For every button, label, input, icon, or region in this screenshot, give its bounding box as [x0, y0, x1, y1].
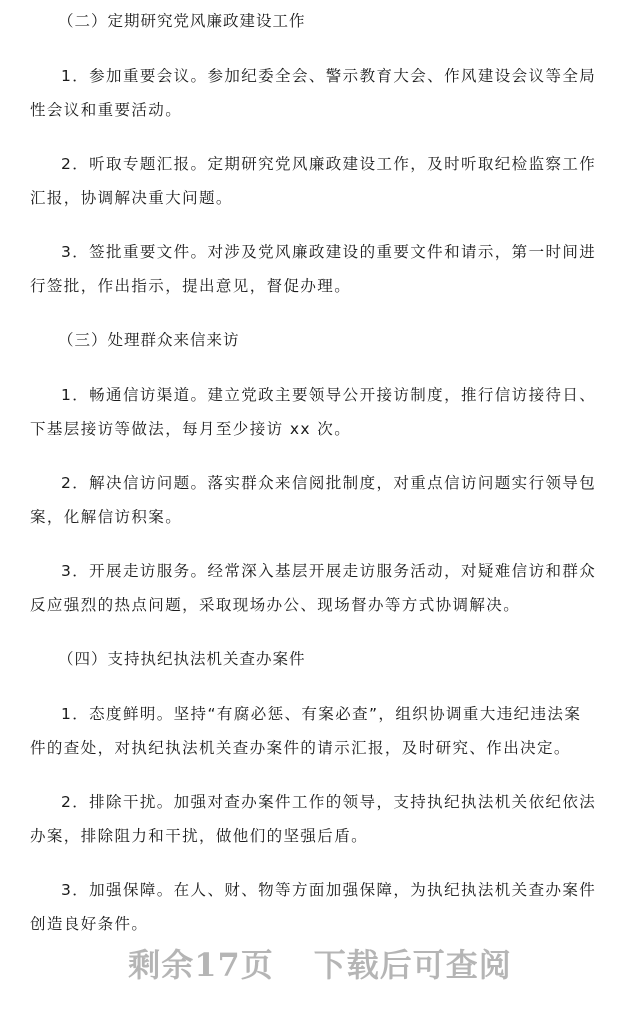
paragraph-line: 1．参加重要会议。参加纪委全会、警示教育大会、作风建设会议等全局 — [61, 67, 597, 85]
paragraph-line: 性会议和重要活动。 — [30, 101, 183, 119]
paragraph — [30, 63, 610, 123]
paragraph — [30, 877, 610, 937]
paragraph-line: 件的查处，对执纪执法机关查办案件的请示汇报，及时研究、作出决定。 — [30, 739, 571, 757]
paragraph — [30, 470, 610, 530]
paragraph-line: 创造良好条件。 — [30, 915, 149, 933]
paragraph-line: 1．态度鲜明。坚持“有腐必惩、有案必查”，组织协调重大违纪违法案 — [61, 705, 582, 723]
section-heading: （三）处理群众来信来访 — [58, 331, 240, 349]
paragraph-line: 1．畅通信访渠道。建立党政主要领导公开接访制度，推行信访接待日、 — [61, 386, 597, 404]
paragraph — [30, 151, 610, 211]
paragraph — [30, 239, 610, 299]
paragraph-line: 2．听取专题汇报。定期研究党风廉政建设工作，及时听取纪检监察工作 — [61, 155, 597, 173]
paragraph-line: 反应强烈的热点问题，采取现场办公、现场督办等方式协调解决。 — [30, 596, 521, 614]
paragraph-line: 案，化解信访积案。 — [30, 508, 183, 526]
paragraph-line: 3．加强保障。在人、财、物等方面加强保障，为执纪执法机关查办案件 — [61, 881, 597, 899]
paragraph-line: 行签批，作出指示，提出意见，督促办理。 — [30, 277, 352, 295]
preview-limit-banner[interactable] — [0, 940, 640, 986]
paragraph — [30, 558, 610, 618]
remaining-pages-label: 剩余17页 — [128, 946, 274, 984]
paragraph-line: 2．解决信访问题。落实群众来信阅批制度，对重点信访问题实行领导包 — [61, 474, 597, 492]
paragraph-line: 3．开展走访服务。经常深入基层开展走访服务活动，对疑难信访和群众 — [61, 562, 597, 580]
section-heading: （二）定期研究党风廉政建设工作 — [58, 12, 306, 30]
paragraph-line: 3．签批重要文件。对涉及党风廉政建设的重要文件和请示，第一时间进 — [61, 243, 597, 261]
download-to-read-label: 下载后可查阅 — [313, 946, 512, 984]
paragraph-line: 办案，排除阻力和干扰，做他们的坚强后盾。 — [30, 827, 369, 845]
paragraph — [30, 789, 610, 849]
section-heading: （四）支持执纪执法机关查办案件 — [58, 650, 306, 668]
paragraph-line: 下基层接访等做法，每月至少接访 xx 次。 — [30, 420, 352, 438]
paragraph-line: 2．排除干扰。加强对查办案件工作的领导，支持执纪执法机关依纪依法 — [61, 793, 597, 811]
paragraph — [30, 701, 610, 761]
paragraph-line: 汇报，协调解决重大问题。 — [30, 189, 233, 207]
paragraph — [30, 382, 610, 442]
